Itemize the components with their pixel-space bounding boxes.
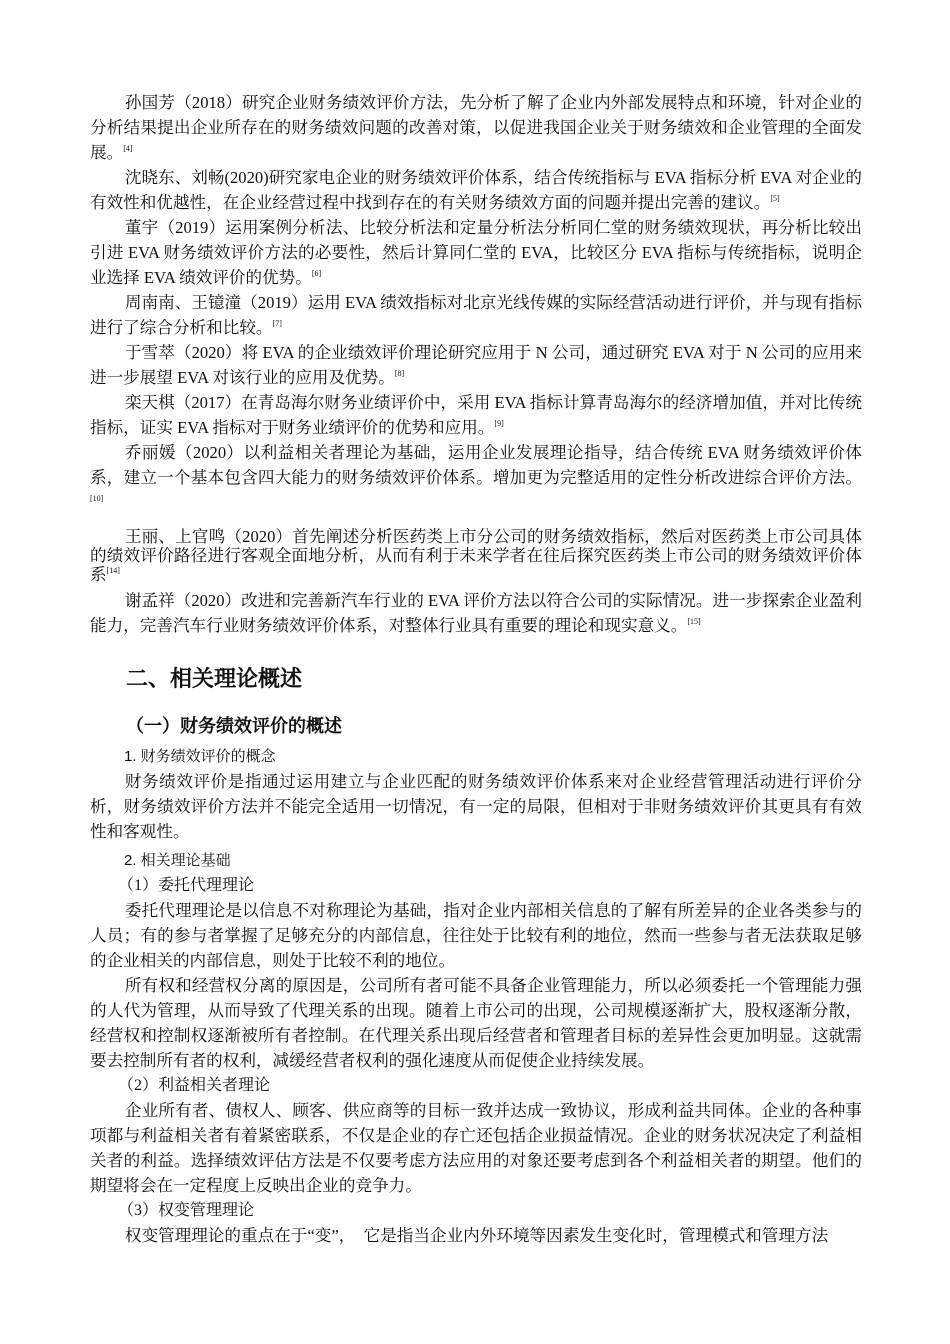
literature-paragraph: 沈晓东、刘畅(2020)研究家电企业的财务绩效评价体系，结合传统指标与 EVA 指标分析 EVA 对企业的有效性和优越性，在企业经营过程中找到存在的有关财务绩效方面的问题并提出完善的建议。[5] <box>90 168 862 212</box>
literature-paragraph: 周南南、王镱潼（2019）运用 EVA 绩效指标对北京光线传媒的实际经营活动进行评价，并与现有指标进行了综合分析和比较。[7] <box>90 293 862 337</box>
citation: [14] <box>106 566 120 575</box>
literature-paragraph: 王丽、上官鸣（2020）首先阐述分析医药类上市分公司的财务绩效指标，然后对医药类上市公司具体的绩效评价路径进行客观全面地分析，从而有利于未来学者在往后探究医药类上市公司的财务绩效评价体系[14] <box>90 527 862 584</box>
citation: [6] <box>311 269 322 278</box>
literature-paragraph: 孙国芳（2018）研究企业财务绩效评价方法，先分析了解了企业内外部发展特点和环境，针对企业的分析结果提出企业所存在的财务绩效问题的改善对策，以促进我国企业关于财务绩效和企业管理的全面发展。[4] <box>90 93 862 162</box>
document-page <box>90 90 862 1248</box>
citation: [10] <box>90 494 104 503</box>
section-title: 二、相关理论概述 <box>126 666 303 691</box>
citation: [8] <box>394 369 405 378</box>
literature-paragraph: 谢孟祥（2020）改进和完善新汽车行业的 EVA 评价方法以符合公司的实际情况。进一步探索企业盈利能力，完善汽车行业财务绩效评价体系，对整体行业具有重要的理论和现实意义。[15] <box>90 591 862 635</box>
body-paragraph: 企业所有者、债权人、顾客、供应商等的目标一致并达成一致协议，形成利益共同体。企业的各种事项都与利益相关者有着紧密联系，不仅是企业的存亡还包括企业损益情况。企业的财务状况决定了利益相关者的利益。选择绩效评估方法是不仅要考虑方法应用的对象还要考虑到各个利益相关者的期望。他们的期望将会在一定程度上反映出企业的竞争力。 <box>90 1101 862 1195</box>
literature-paragraph: 乔丽媛（2020）以利益相关者理论为基础，运用企业发展理论指导，结合传统 EVA 财务绩效评价体系，建立一个基本包含四大能力的财务绩效评价体系。增加更为完整适用的定性分析改进综合评价方法。[10] <box>90 443 862 503</box>
body-paragraph: 财务绩效评价是指通过运用建立与企业匹配的财务绩效评价体系来对企业经营管理活动进行评价分析，财务绩效评价方法并不能完全适用一切情况，有一定的局限，但相对于非财务绩效评价其更具有有效性和客观性。 <box>90 772 862 841</box>
body-paragraph: 权变管理理论的重点在于“变”， 它是指当企业内外环境等因素发生变化时，管理模式和管理方法 <box>124 1226 829 1245</box>
subsection-title: （一）财务绩效评价的概述 <box>126 716 342 736</box>
literature-paragraph: 董宇（2019）运用案例分析法、比较分析法和定量分析法分析同仁堂的财务绩效现状，再分析比较出引进 EVA 财务绩效评价方法的必要性，然后计算同仁堂的 EVA，比较区分 EVA 指标与传统指标，说明企业选择 EVA 绩效评价的优势。[6] <box>90 218 862 287</box>
item-heading: 1. 财务绩效评价的概念 <box>124 748 276 765</box>
citation: [9] <box>494 419 504 428</box>
literature-paragraph: 于雪萃（2020）将 EVA 的企业绩效评价理论研究应用于 N 公司，通过研究 EVA 对于 N 公司的应用来进一步展望 EVA 对该行业的应用及优势。[8] <box>90 343 862 387</box>
body-paragraph: 委托代理理论是以信息不对称理论为基础，指对企业内部相关信息的了解有所差异的企业各类参与的人员；有的参与者掌握了足够充分的内部信息，往往处于比较有利的地位，然而一些参与者无法获取足够的企业相关的内部信息，则处于比较不利的地位。 <box>90 901 862 970</box>
citation: [4] <box>123 144 133 153</box>
literature-review <box>90 90 862 515</box>
body-paragraph: 所有权和经营权分离的原因是，公司所有者可能不具备企业管理能力，所以必须委托一个管理能力强的人代为管理，从而导致了代理关系的出现。随着上市公司的出现，公司规模逐渐扩大，股权逐渐分散，经营权和控制权逐渐被所有者控制。在代理关系出现后经营者和管理者目标的差异性会更加明显。这就需要去控制所有者的权利，减缓经营者权利的强化速度从而促使企业持续发展。 <box>90 976 862 1070</box>
citation: [7] <box>272 319 282 328</box>
citation: [15] <box>687 617 701 626</box>
citation: [5] <box>770 194 780 203</box>
theory-heading: （1）委托代理理论 <box>118 877 255 894</box>
theory-heading: （3）权变管理理论 <box>118 1202 255 1219</box>
theory-heading: （2）利益相关者理论 <box>118 1077 271 1094</box>
literature-paragraph: 栾天棋（2017）在青岛海尔财务业绩评价中，采用 EVA 指标计算青岛海尔的经济增加值，并对比传统指标，证实 EVA 指标对于财务业绩评价的优势和应用。[9] <box>90 393 862 437</box>
item-heading: 2. 相关理论基础 <box>124 852 231 869</box>
